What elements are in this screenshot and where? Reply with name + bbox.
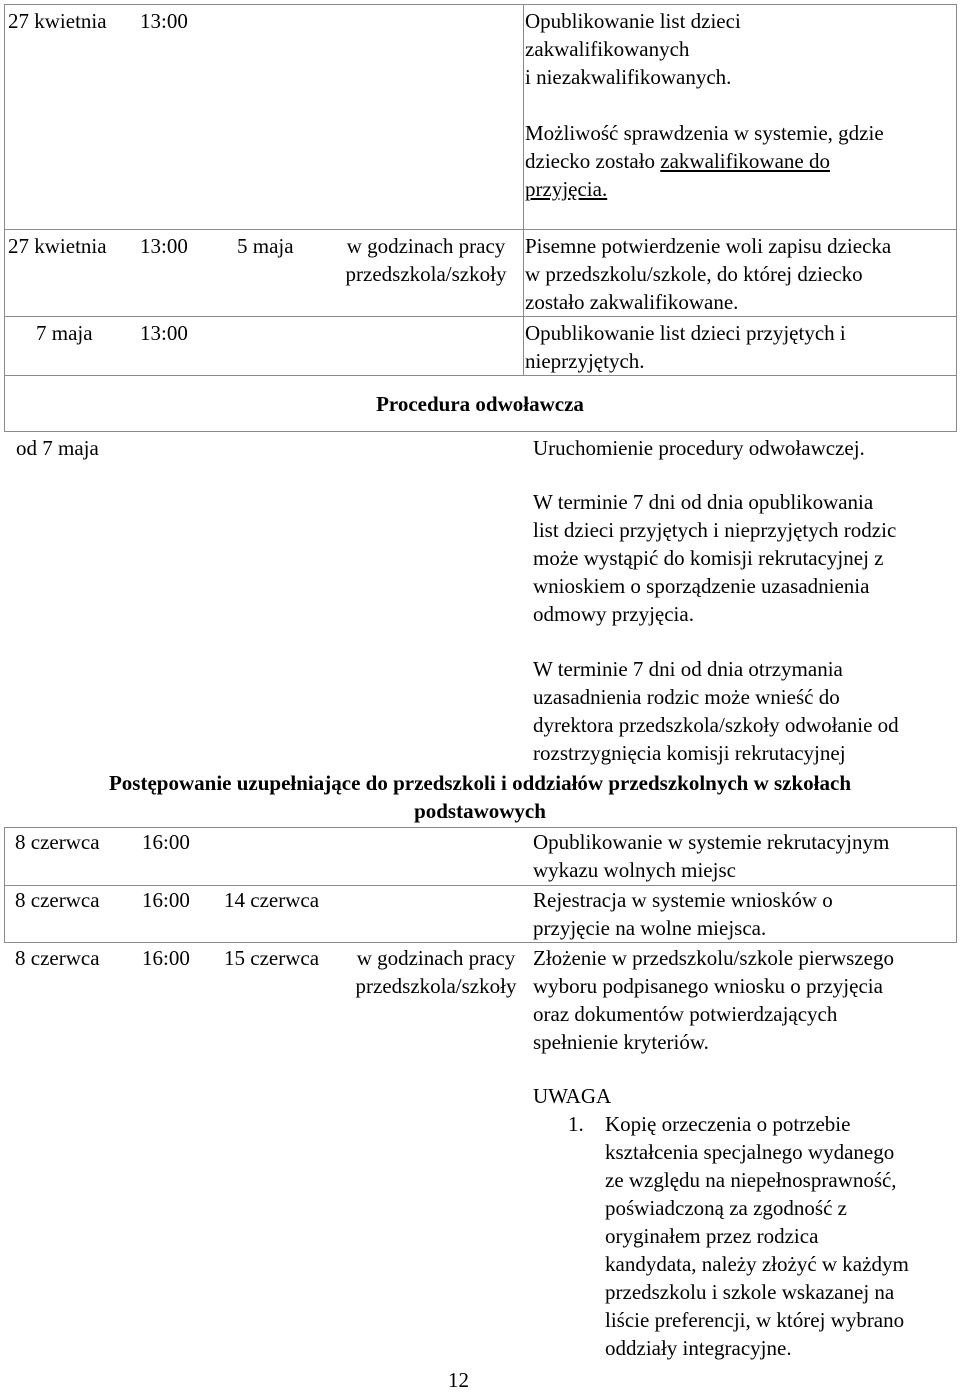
section-heading: Postępowanie uzupełniające do przedszkoli i oddziałów przedszkolnych w szkołach podstawowych xyxy=(108,771,852,823)
page-number: 12 xyxy=(448,1368,469,1392)
table-border xyxy=(523,4,524,375)
table-border xyxy=(4,375,957,376)
table-border xyxy=(4,4,5,431)
table-border xyxy=(4,316,957,317)
end-note: w godzinach pracy przedszkola/szkoły xyxy=(355,946,517,998)
start-date: 8 czerwca xyxy=(15,946,100,970)
table-border xyxy=(956,827,957,942)
start-time: 16:00 xyxy=(142,946,190,970)
start-date: 27 kwietnia xyxy=(8,234,107,258)
table-border xyxy=(4,229,957,230)
table-border xyxy=(4,942,957,943)
row-description: Pisemne potwierdzenie woli zapisu dziecka w przedszkolu/szkole, do której dziecko zostało zakwalifikowane. xyxy=(525,234,892,314)
appeal-paragraph: W terminie 7 dni od dnia opublikowania list dzieci przyjętych i nieprzyjętych rodzic może wystąpić do komisji rekrutacyjnej z wnioskiem o sporządzenie uzasadnienia odmowy przyjęcia. xyxy=(533,490,897,626)
note-text: Kopię orzeczenia o potrzebie kształcenia specjalnego wydanego ze względu na niepełnosprawność, poświadczoną za zgodność z oryginałem przez rodzica kandydata, należy złożyć w każdym przedszkolu i szkole wskazanej na liście preferencji, w której wybrano oddziały integracyjne. xyxy=(605,1112,909,1360)
row-description: Rejestracja w systemie wniosków o przyjęcie na wolne miejsca. xyxy=(533,888,833,940)
row-description: Złożenie w przedszkolu/szkole pierwszego wyboru podpisanego wniosku o przyjęcia oraz dokumentów potwierdzających spełnienie kryteriów. xyxy=(533,946,894,1054)
underlined-text: zakwalifikowane do xyxy=(660,149,830,173)
start-time: 13:00 xyxy=(140,321,188,345)
end-date: 5 maja xyxy=(237,234,294,258)
start-date: 7 maja xyxy=(36,321,93,345)
start-time: 13:00 xyxy=(140,234,188,258)
row-description-note: Możliwość sprawdzenia w systemie, gdzie dziecko zostało zakwalifikowane do przyjęcia. xyxy=(525,121,884,201)
table-border xyxy=(4,4,957,5)
start-date: 8 czerwca xyxy=(15,830,100,854)
section-heading: Procedura odwoławcza xyxy=(376,392,584,416)
row-description: Opublikowanie w systemie rekrutacyjnym wykazu wolnych miejsc xyxy=(533,830,890,882)
end-note: w godzinach pracy przedszkola/szkoły xyxy=(345,234,507,286)
note-number: 1. xyxy=(568,1112,584,1136)
underlined-text: przyjęcia. xyxy=(525,177,608,201)
appeal-paragraph: W terminie 7 dni od dnia otrzymania uzasadnienia rodzic może wnieść do dyrektora przedszkola/szkoły odwołanie od rozstrzygnięcia komisji rekrutacyjnej xyxy=(533,657,899,765)
end-date: 14 czerwca xyxy=(224,888,320,912)
start-date: od 7 maja xyxy=(16,436,99,460)
row-description: Opublikowanie list dzieci zakwalifikowanych i niezakwalifikowanych. xyxy=(525,9,741,89)
table-border xyxy=(956,4,957,431)
start-date: 27 kwietnia xyxy=(8,9,107,33)
table-border xyxy=(4,827,5,942)
table-border xyxy=(4,431,957,432)
appeal-start-text: Uruchomienie procedury odwoławczej. xyxy=(533,436,865,460)
start-time: 16:00 xyxy=(142,888,190,912)
start-time: 13:00 xyxy=(140,9,188,33)
note-title: UWAGA xyxy=(533,1084,612,1108)
end-date: 15 czerwca xyxy=(224,946,320,970)
row-description: Opublikowanie list dzieci przyjętych i nieprzyjętych. xyxy=(525,321,846,373)
start-time: 16:00 xyxy=(142,830,190,854)
start-date: 8 czerwca xyxy=(15,888,100,912)
